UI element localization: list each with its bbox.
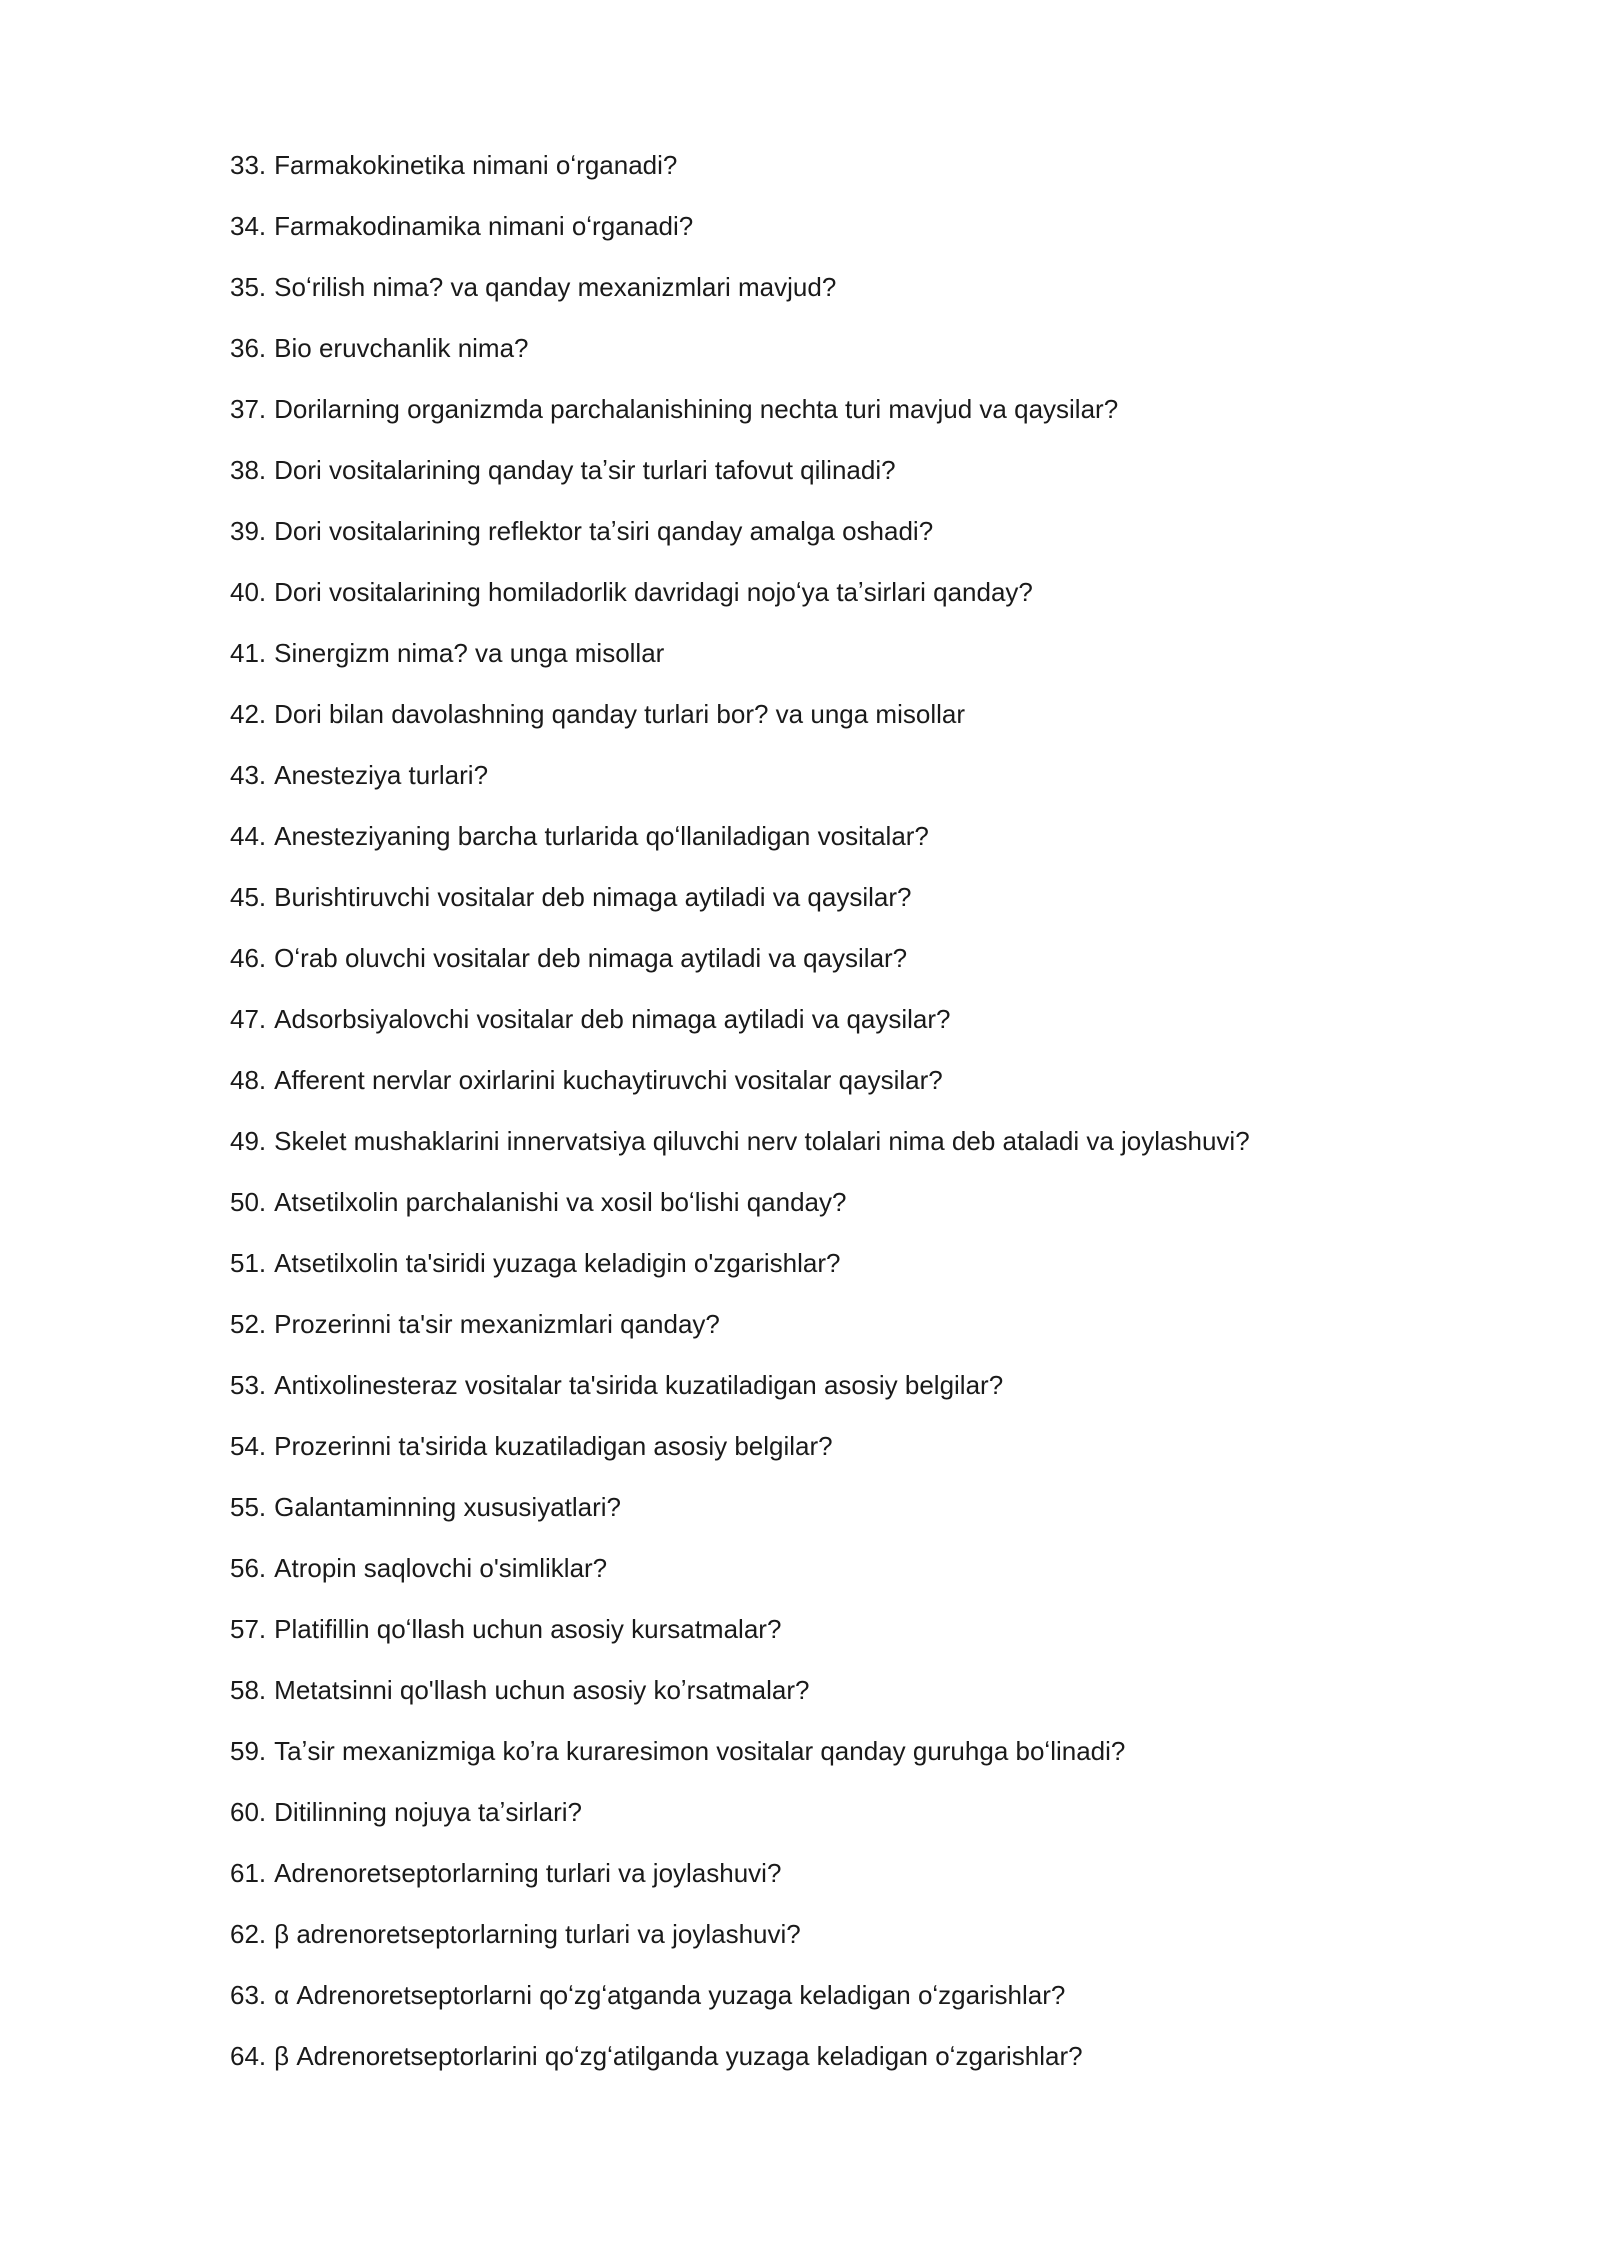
question-number: 33. — [230, 150, 267, 180]
question-number: 60. — [230, 1797, 267, 1827]
question-number: 46. — [230, 943, 267, 973]
question-item — [230, 1736, 1430, 1797]
question-item — [230, 638, 1430, 699]
question-item — [230, 1370, 1430, 1431]
question-number: 44. — [230, 821, 267, 851]
question-item — [230, 333, 1430, 394]
question-number: 36. — [230, 333, 267, 363]
question-item — [230, 1553, 1430, 1614]
question-number: 42. — [230, 699, 267, 729]
question-item — [230, 943, 1430, 1004]
question-number: 49. — [230, 1126, 267, 1156]
question-text: β Adrenoretseptorlarini qoʻzgʻatilganda yuzaga keladigan oʻzgarishlar? — [274, 2041, 1083, 2071]
question-number: 40. — [230, 577, 267, 607]
question-number: 55. — [230, 1492, 267, 1522]
question-text: Afferent nervlar oxirlarini kuchaytiruvchi vositalar qaysilar? — [274, 1065, 943, 1095]
question-number: 37. — [230, 394, 267, 424]
question-item — [230, 1065, 1430, 1126]
question-number: 59. — [230, 1736, 267, 1766]
question-item — [230, 821, 1430, 882]
question-text: Adsorbsiyalovchi vositalar deb nimaga aytiladi va qaysilar? — [274, 1004, 951, 1034]
question-item — [230, 882, 1430, 943]
question-number: 48. — [230, 1065, 267, 1095]
question-number: 34. — [230, 211, 267, 241]
question-text: β adrenoretseptorlarning turlari va joylashuvi? — [274, 1919, 801, 1949]
question-item — [230, 1248, 1430, 1309]
question-item — [230, 1431, 1430, 1492]
question-number: 63. — [230, 1980, 267, 2010]
question-text: Platifillin qoʻllash uchun asosiy kursatmalar? — [274, 1614, 782, 1644]
question-number: 54. — [230, 1431, 267, 1461]
question-number: 62. — [230, 1919, 267, 1949]
question-text: Burishtiruvchi vositalar deb nimaga aytiladi va qaysilar? — [274, 882, 912, 912]
question-text: Dori vositalarining reflektor taʼsiri qanday amalga oshadi? — [274, 516, 934, 546]
question-text: Atsetilxolin ta'siridi yuzaga keladigin o'zgarishlar? — [274, 1248, 841, 1278]
question-item — [230, 1675, 1430, 1736]
question-item — [230, 1614, 1430, 1675]
question-number: 57. — [230, 1614, 267, 1644]
question-text: Anesteziyaning barcha turlarida qoʻllaniladigan vositalar? — [274, 821, 929, 851]
question-number: 56. — [230, 1553, 267, 1583]
question-item — [230, 2041, 1430, 2102]
question-item — [230, 1187, 1430, 1248]
question-number: 35. — [230, 272, 267, 302]
question-text: Bio eruvchanlik nima? — [274, 333, 529, 363]
question-item — [230, 150, 1430, 211]
question-text: Dori bilan davolashning qanday turlari bor? va unga misollar — [274, 699, 965, 729]
question-number: 39. — [230, 516, 267, 546]
question-item — [230, 394, 1430, 455]
question-item — [230, 455, 1430, 516]
question-item — [230, 1004, 1430, 1065]
question-text: Sinergizm nima? va unga misollar — [274, 638, 665, 668]
question-number: 51. — [230, 1248, 267, 1278]
question-text: Galantaminning xususiyatlari? — [274, 1492, 622, 1522]
question-item — [230, 272, 1430, 333]
question-text: α Adrenoretseptorlarni qoʻzgʻatganda yuzaga keladigan oʻzgarishlar? — [274, 1980, 1066, 2010]
question-number: 41. — [230, 638, 267, 668]
question-text: Antixolinesteraz vositalar ta'sirida kuzatiladigan asosiy belgilar? — [274, 1370, 1004, 1400]
question-text: Soʻrilish nima? va qanday mexanizmlari mavjud? — [274, 272, 837, 302]
question-item — [230, 1919, 1430, 1980]
question-text: Dorilarning organizmda parchalanishining nechta turi mavjud va qaysilar? — [274, 394, 1119, 424]
question-number: 45. — [230, 882, 267, 912]
question-number: 47. — [230, 1004, 267, 1034]
question-item — [230, 1492, 1430, 1553]
question-item — [230, 1797, 1430, 1858]
question-text: Atropin saqlovchi o'simliklar? — [274, 1553, 608, 1583]
question-text: Ditilinning nojuya taʼsirlari? — [274, 1797, 582, 1827]
question-number: 50. — [230, 1187, 267, 1217]
question-text: Dori vositalarining homiladorlik davridagi nojoʻya taʼsirlari qanday? — [274, 577, 1033, 607]
question-text: Taʼsir mexanizmiga koʼra kuraresimon vositalar qanday guruhga boʻlinadi? — [274, 1736, 1126, 1766]
question-item — [230, 211, 1430, 272]
question-item — [230, 516, 1430, 577]
question-number: 53. — [230, 1370, 267, 1400]
question-text: Metatsinni qo'llash uchun asosiy koʼrsatmalar? — [274, 1675, 810, 1705]
question-text: Adrenoretseptorlarning turlari va joylashuvi? — [274, 1858, 782, 1888]
question-text: Prozerinni ta'sir mexanizmlari qanday? — [274, 1309, 720, 1339]
question-item — [230, 1858, 1430, 1919]
question-text: Oʻrab oluvchi vositalar deb nimaga aytiladi va qaysilar? — [274, 943, 908, 973]
question-number: 52. — [230, 1309, 267, 1339]
question-item — [230, 1309, 1430, 1370]
question-text: Skelet mushaklarini innervatsiya qiluvchi nerv tolalari nima deb ataladi va joylashuvi? — [274, 1126, 1250, 1156]
question-item — [230, 1980, 1430, 2041]
question-number: 38. — [230, 455, 267, 485]
question-number: 64. — [230, 2041, 267, 2071]
question-item — [230, 699, 1430, 760]
question-number: 61. — [230, 1858, 267, 1888]
question-list — [230, 150, 1430, 2102]
question-item — [230, 760, 1430, 821]
question-text: Atsetilxolin parchalanishi va xosil boʻlishi qanday? — [274, 1187, 847, 1217]
question-item — [230, 577, 1430, 638]
question-item — [230, 1126, 1430, 1187]
question-number: 58. — [230, 1675, 267, 1705]
question-number: 43. — [230, 760, 267, 790]
question-text: Farmakokinetika nimani oʻrganadi? — [274, 150, 678, 180]
question-text: Anesteziya turlari? — [274, 760, 489, 790]
question-text: Dori vositalarining qanday taʼsir turlari tafovut qilinadi? — [274, 455, 896, 485]
question-text: Prozerinni ta'sirida kuzatiladigan asosiy belgilar? — [274, 1431, 833, 1461]
question-text: Farmakodinamika nimani oʻrganadi? — [274, 211, 694, 241]
